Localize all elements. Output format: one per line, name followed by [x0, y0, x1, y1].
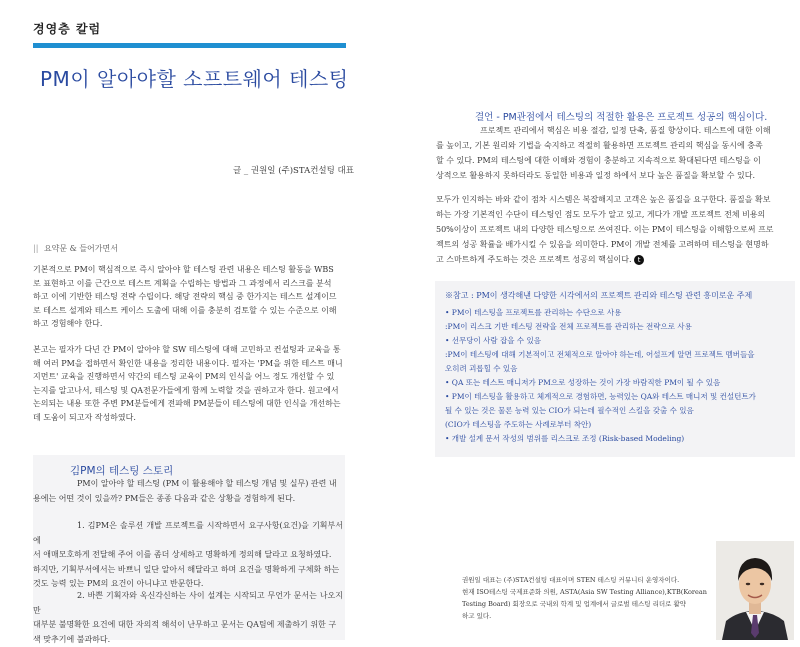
reference-item: • 선무당이 사람 잡을 수 있음 — [445, 336, 542, 345]
reference-item: • QA 또는 테스트 매니저가 PM으로 성장하는 것이 가장 바람직한 PM이 될 수 있음 — [445, 378, 721, 387]
conclusion-title: 결언 - PM관점에서 테스팅의 적절한 활용은 프로젝트 성공의 핵심이다. — [475, 112, 768, 123]
page-title: PM이 알아야할 소프트웨어 테스팅 — [40, 67, 349, 91]
conclusion-paragraph-2 — [436, 192, 792, 267]
author-byline: 글 _ 권원일 (주)STA컨설팅 대표 — [233, 166, 354, 176]
story-paragraph-3: 2. 바쁜 기획자와 옥신각신하는 사이 설계는 시작되고 무언가 문서는 나오지만 대부분 불명확한 요건에 대한 자의적 해석이 난무하고 문서는 QA팀에 제출하기 위한 구 색 맞추기에 불과하다. — [33, 591, 343, 644]
author-photo — [716, 541, 794, 640]
reference-item: • 개발 설계 문서 작성의 범위를 리스크로 조정 (Risk-based Modeling) — [445, 434, 685, 443]
reference-list — [445, 306, 793, 446]
summary-bar: || — [33, 244, 39, 253]
reference-item: :PM이 리스크 기반 테스팅 전략을 전체 프로젝트를 관리하는 전략으로 사용 — [445, 322, 692, 331]
reference-item: • PM이 테스팅을 프로젝트를 관리하는 수단으로 사용 — [445, 308, 622, 317]
story-paragraph-2: 1. 김PM은 솔루션 개발 프로젝트를 시작하면서 요구사항(요건)을 기획부서에 서 애매모호하게 전달해 주어 이를 좀더 상세하고 명확하게 정의해 달라고 요청하였다. 하지만, 기획부서에서는 바쁘니 일단 알아서 해달라고 하며 요건을 명확하게 구체화 하는 것도 능력 있는 PM의 요건이 아니냐고 반문한다. — [33, 521, 343, 588]
end-mark-icon: t — [634, 255, 644, 265]
author-bio: 권원일 대표는 (주)STA컨설팅 대표이며 STEN 테스팅 커뮤니티 운영자이다. 현재 ISO테스팅 국제표준화 의원, ASTA(Asia SW Testing Alliance),KTB(Korean Testing Board) 회장으로 국내외 학계 및 업계에서 글로벌 테스팅 리더로 활약 하고 있다. — [462, 576, 707, 620]
reference-item: 될 수 있는 것은 물론 능력 있는 CIO가 되는데 필수적인 스킬을 갖출 수 있음 — [445, 406, 694, 415]
section-label: 경영층 칼럼 — [33, 22, 102, 36]
summary-paragraph: 기본적으로 PM이 핵심적으로 즉시 알아야 할 테스팅 관련 내용은 테스팅 활동을 WBS 로 표현하고 이를 근간으로 테스트 계획을 수립하는 방법과 그 과정에서 리스크를 분석 하고 이에 기반한 테스팅 전략 수립이다. 해당 전략의 핵심 중 한가지는 테스트 설계이므 로 테스트 설계와 테스트 케이스 도출에 대해 이를 충분히 검토할 수 있는 수준으로 이해 하고 경험해야 한다. — [33, 265, 337, 328]
author-portrait-icon — [716, 541, 794, 640]
reference-item: 오히려 괴롭힐 수 있음 — [445, 364, 518, 373]
intro-paragraph: 본고는 필자가 다년 간 PM이 알아야 할 SW 테스팅에 대해 고민하고 컨설팅과 교육을 통 해 여러 PM을 접하면서 확인한 내용을 정리한 내용이다. 필자는 'PM을 위한 테스트 매니 지먼트' 교육을 진행하면서 약간의 테스팅 교육이 PM의 인식을 어느 정도 개선할 수 있 는지를 알고나서, 테스팅 및 QA전문가들에게 함께 노력할 것을 권하고자 한다. 원고에서 논의되는 내용 또한 주변 PM분들에게 전파해 PM분들이 테스팅에 대한 인식을 개선하는 데 도움이 되고자 작성하였다. — [33, 345, 343, 422]
reference-item: (CIO가 테스팅을 주도하는 사례로부터 착안) — [445, 420, 592, 429]
reference-title: ※참고 : PM이 생각해낸 다양한 시각에서의 프로젝트 관리와 테스팅 관련 흥미로운 주제 — [445, 291, 753, 300]
conclusion-paragraph-1: 프로젝트 관리에서 핵심은 비용 절감, 일정 단축, 품질 향상이다. 테스트에 대한 이해 를 높이고, 기본 원리와 기법을 숙지하고 적절히 활용하면 프로젝트 관리의 핵심을 동시에 충족 할 수 있다. PM의 테스팅에 대한 이해와 경험이 충분하고 지속적으로 확대된다면 테스팅을 이 상적으로 활용하지 못하더라도 동일한 비용과 일정 하에서 보다 높은 품질을 확보할 수 있다. — [436, 126, 771, 180]
reference-item: :PM이 테스팅에 대해 기본적이고 전체적으로 알아야 하는데, 어설프게 알면 프로젝트 멤버들을 — [445, 350, 755, 359]
story-title: 김PM의 테스팅 스토리 — [70, 465, 174, 477]
story-paragraph-1: PM이 알아야 할 테스팅 (PM 이 활용해야 할 테스팅 개념 및 실무) 관련 내 용에는 어떤 것이 있을까? PM들은 종종 다음과 같은 상황을 경험하게 된다. — [33, 479, 337, 503]
conclusion-paragraph-2-text: 모두가 인지하는 바와 같이 점차 시스템은 복잡해지고 고객은 높은 품질을 요구한다. 품질을 확보 하는 가장 기본적인 수단이 테스팅인 점도 모두가 알고 있고, 게다가 개발 프로젝트 전체 비용의 50%이상이 프로젝트 내의 다양한 테스팅으로 쓰여진다. 이는 PM이 테스팅을 이해함으로써 프로 젝트의 성공 확률을 배가시킬 수 있음을 의미한다. PM이 개발 전체를 고려하며 테스팅을 현명하 고 스마트하게 주도하는 것은 프로젝트 성공의 핵심이다. — [436, 195, 774, 264]
header-rule — [33, 43, 346, 48]
summary-heading-text: 요약문 & 들어가면서 — [43, 244, 118, 253]
summary-heading — [33, 243, 118, 254]
reference-item: • PM이 테스팅을 활용하고 체계적으로 경험하면, 능력있는 QA와 테스트 매니저 및 컨설턴트가 — [445, 392, 756, 401]
